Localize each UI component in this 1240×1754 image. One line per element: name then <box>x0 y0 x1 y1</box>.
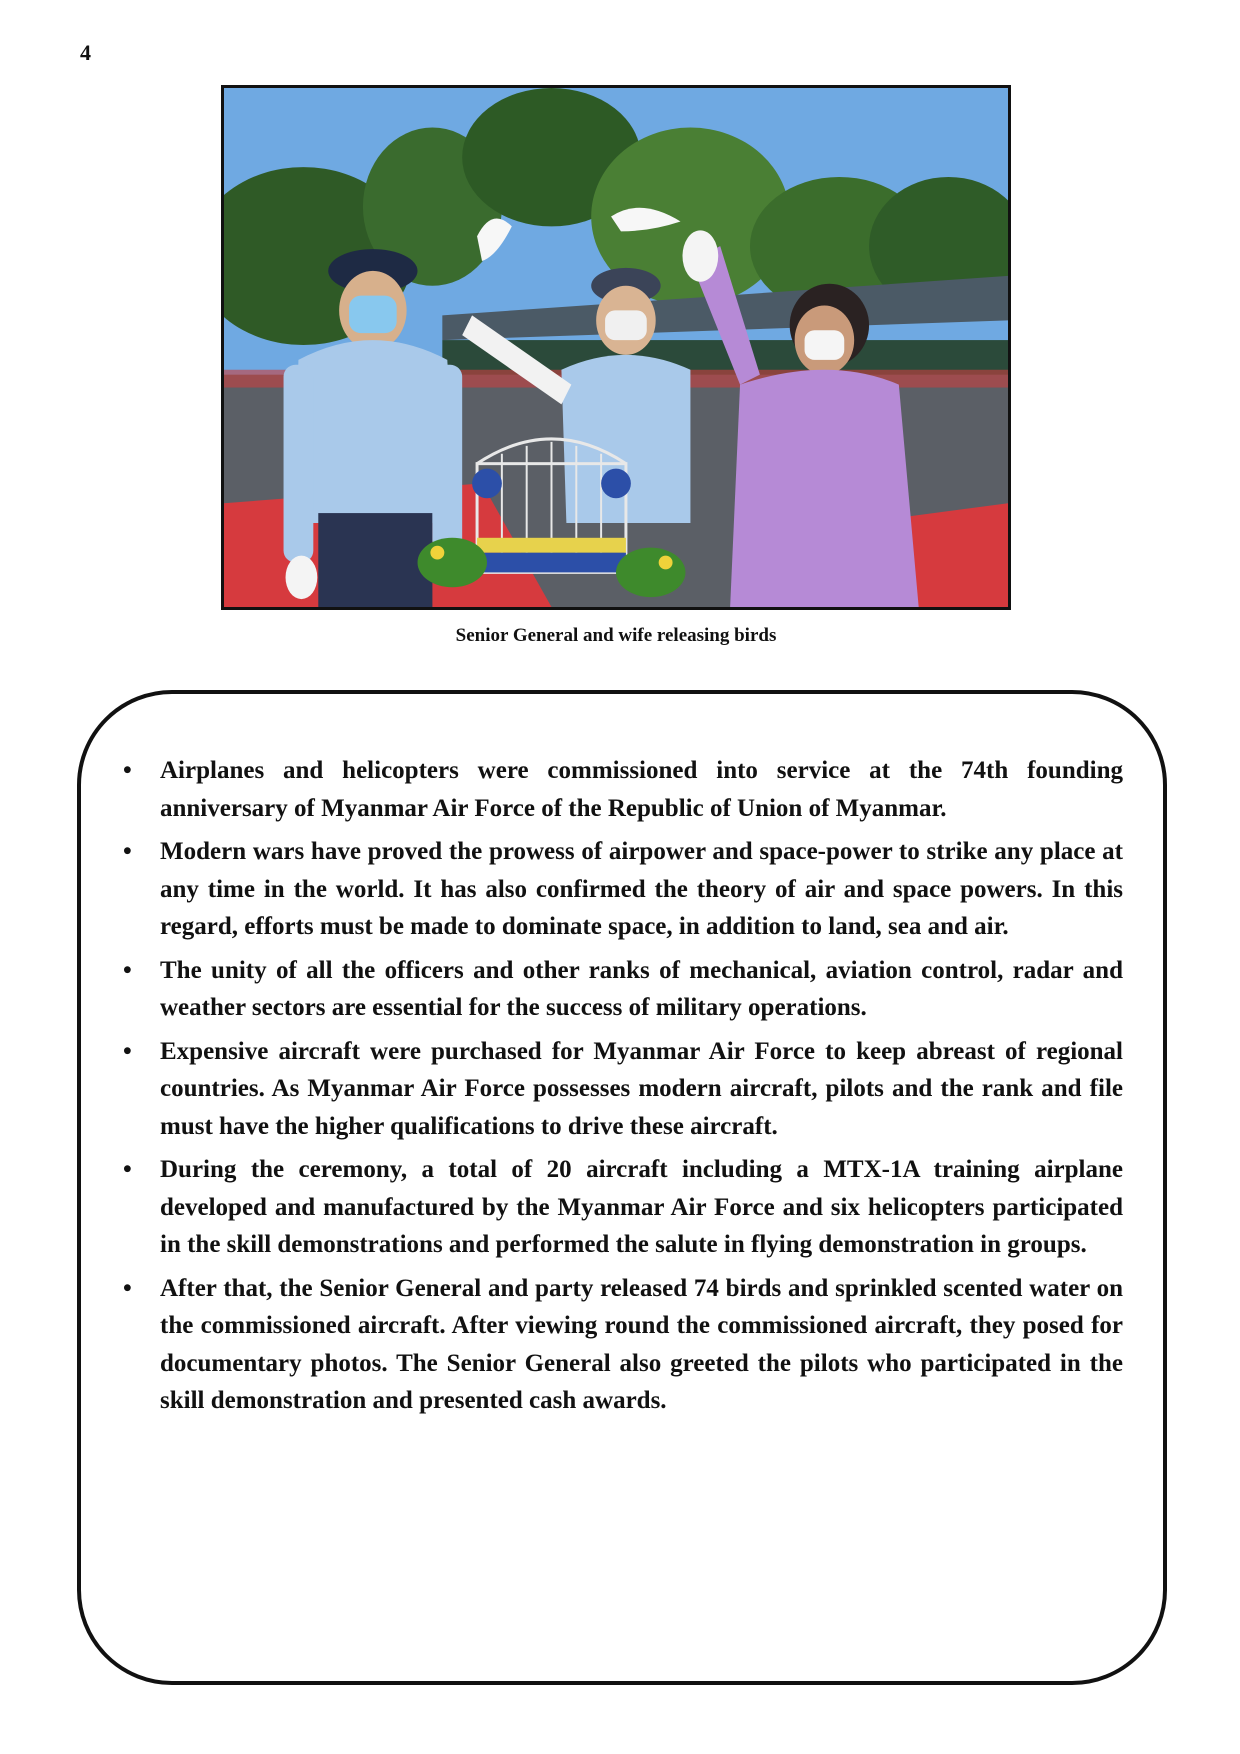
list-item <box>118 1270 1123 1420</box>
ceremony-photo <box>224 88 1008 607</box>
list-item <box>118 952 1123 1027</box>
bullet-marker: • <box>123 956 132 984</box>
list-item-text: During the ceremony, a total of 20 aircraft including a MTX-1A training airplane developed and manufactured by the Myanmar Air Force and six helicopters participated in the skill demonstrations and performed the salute in flying demonstration in groups. <box>160 1156 1123 1258</box>
list-item-text: Expensive aircraft were purchased for Myanmar Air Force to keep abreast of regional countries. As Myanmar Air Force possesses modern aircraft, pilots and the rank and file must have the higher qualifications to drive these aircraft. <box>160 1037 1123 1140</box>
bullet-marker: • <box>123 1037 132 1065</box>
bullet-marker: • <box>123 838 132 865</box>
list-item-text: Modern wars have proved the prowess of airpower and space-power to strike any place at any time in the world. It has also confirmed the theory of air and space powers. In this regard, efforts must be made to dominate space, in addition to land, sea and air. <box>160 838 1123 940</box>
bullet-list <box>118 752 1123 1426</box>
list-item-text: Airplanes and helicopters were commissioned into service at the 74th founding anniversary of Myanmar Air Force of the Republic of Union of Myanmar. <box>160 757 1123 822</box>
photo <box>221 85 1011 610</box>
list-item <box>118 1151 1123 1264</box>
list-item <box>118 752 1123 827</box>
list-item <box>118 833 1123 946</box>
bullet-marker: • <box>123 1156 132 1183</box>
bullet-marker: • <box>123 757 132 784</box>
page-number: 4 <box>80 40 91 65</box>
list-item-text: The unity of all the officers and other ranks of mechanical, aviation control, radar and weather sectors are essential for the success of military operations. <box>160 956 1123 1021</box>
bullet-marker: • <box>123 1274 132 1302</box>
list-item-text: After that, the Senior General and party released 74 birds and sprinkled scented water on the commissioned aircraft. After viewing round the commissioned aircraft, they posed for documentary photos. The Senior General also greeted the pilots who participated in the skill demonstration and presented cash awards. <box>160 1274 1123 1414</box>
list-item <box>118 1033 1123 1146</box>
photo-caption: Senior General and wife releasing birds <box>455 625 777 646</box>
